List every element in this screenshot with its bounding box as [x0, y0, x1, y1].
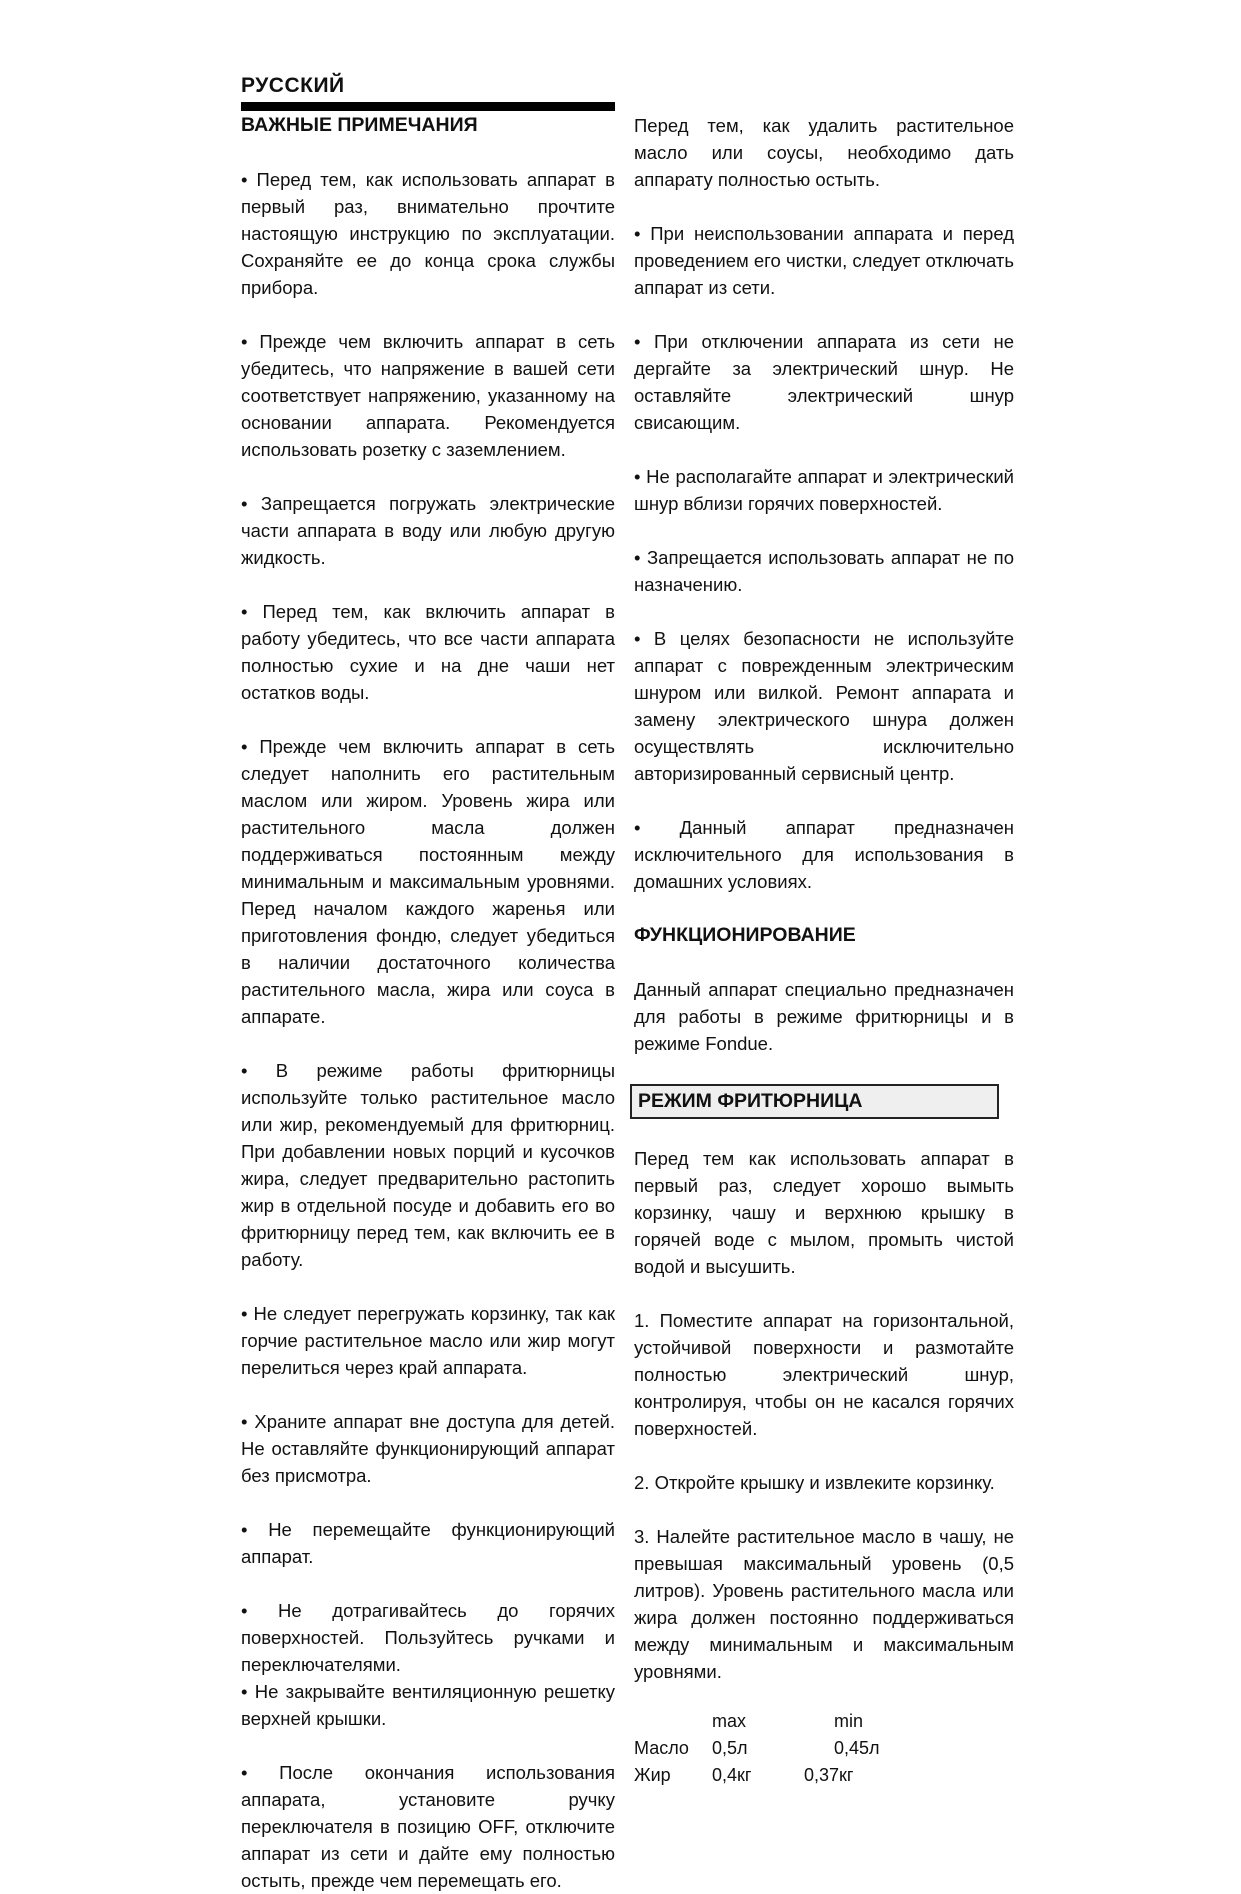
mode-paragraph: Перед тем как использовать аппарат в первый раз, следует хорошо вымыть корзинку, чашу и верхнюю крышку в горячей воде с мылом, промыть чистой водой и высушить. — [634, 1148, 1014, 1277]
row-label: Жир — [634, 1765, 671, 1785]
row-min: 0,37кг — [804, 1765, 854, 1785]
note-paragraph: • Данный аппарат предназначен исключительного для использования в домашних условиях. — [634, 817, 1014, 892]
note-paragraph: • В целях безопасности не используйте аппарат с поврежденным электрическим шнуром или вилкой. Ремонт аппарата и замену электрического шнура должен осуществлять исключительно авторизированный сервисный центр. — [634, 628, 1014, 784]
max-header: max — [712, 1711, 747, 1731]
left-column — [241, 112, 615, 1894]
note-paragraph: • Прежде чем включить аппарат в сеть убедитесь, что напряжение в вашей сети соответствует напряжению, указанному на основании аппарата. Рекомендуется использовать розетку с заземлением. — [241, 331, 615, 460]
row-max: 0,5л — [712, 1738, 748, 1758]
row-max: 0,4кг — [712, 1765, 752, 1785]
row-label: Масло — [634, 1738, 689, 1758]
note-paragraph: • Перед тем, как использовать аппарат в первый раз, внимательно прочтите настоящую инструкцию по эксплуатации. Сохраняйте ее до конца срока службы прибора. — [241, 169, 615, 298]
note-paragraph: • Запрещается погружать электрические части аппарата в воду или любую другую жидкость. — [241, 493, 615, 568]
note-paragraph: • При отключении аппарата из сети не дергайте за электрический шнур. Не оставляйте электрический шнур свисающим. — [634, 331, 1014, 433]
table-header-row — [634, 1708, 1014, 1735]
table-row — [634, 1762, 1014, 1789]
fryer-mode-heading: РЕЖИМ ФРИТЮРНИЦА — [630, 1084, 999, 1119]
language-rule — [241, 102, 615, 111]
note-paragraph: • Не располагайте аппарат и электрический шнур вблизи горячих поверхностей. — [634, 466, 1014, 514]
note-paragraph: • Прежде чем включить аппарат в сеть следует наполнить его растительным маслом или жиром. Уровень жира или растительного масла должен поддерживаться постоянным между минимальным и максимальным уровнями. Перед началом каждого жаренья или приготовления фондю, следует убедиться в наличии достаточного количества растительного масла, жира или соуса в аппарате. — [241, 736, 615, 1027]
mode-step: 2. Откройте крышку и извлеките корзинку. — [634, 1472, 995, 1493]
oil-level-table — [634, 1708, 1014, 1789]
note-paragraph: • После окончания использования аппарата, установите ручку переключателя в позицию OFF, отключите аппарат из сети и дайте ему полностью остыть, прежде чем перемещать его. — [241, 1762, 615, 1891]
important-notes-heading: ВАЖНЫЕ ПРИМЕЧАНИЯ — [241, 114, 478, 136]
note-paragraph: • Не дотрагивайтесь до горячих поверхностей. Пользуйтесь ручками и переключателями. — [241, 1600, 615, 1675]
note-paragraph: • При неиспользовании аппарата и перед проведением его чистки, следует отключать аппарат из сети. — [634, 223, 1014, 298]
function-text: Данный аппарат специально предназначен для работы в режиме фритюрницы и в режиме Fondue. — [634, 979, 1014, 1054]
note-paragraph: • Не следует перегружать корзинку, так как горчие растительное масло или жир могут перелиться через край аппарата. — [241, 1303, 615, 1378]
note-paragraph: • Не перемещайте функционирующий аппарат. — [241, 1519, 615, 1567]
row-min: 0,45л — [834, 1738, 880, 1758]
mode-step: 3. Налейте растительное масло в чашу, не превышая максимальный уровень (0,5 литров). Уровень растительного масла или жира должен постоянно поддерживаться между минимальным и максимальным уровнями. — [634, 1526, 1014, 1682]
function-heading: ФУНКЦИОНИРОВАНИЕ — [634, 924, 856, 946]
note-paragraph: Перед тем, как удалить растительное масло или соусы, необходимо дать аппарату полностью остыть. — [634, 115, 1014, 190]
note-paragraph: • Храните аппарат вне доступа для детей. Не оставляйте функционирующий аппарат без присмотра. — [241, 1411, 615, 1486]
right-column — [634, 112, 1014, 1789]
note-paragraph: • Перед тем, как включить аппарат в работу убедитесь, что все части аппарата полностью сухие и на дне чаши нет остатков воды. — [241, 601, 615, 703]
table-row — [634, 1735, 1014, 1762]
note-paragraph: • В режиме работы фритюрницы используйте только растительное масло или жир, рекомендуемый для фритюрниц. При добавлении новых порций и кусочков жира, следует предварительно растопить жир в отдельной посуде и добавить его во фритюрницу перед тем, как включить ее в работу. — [241, 1060, 615, 1270]
note-paragraph: • Запрещается использовать аппарат не по назначению. — [634, 547, 1014, 595]
note-paragraph: • Не закрывайте вентиляционную решетку верхней крышки. — [241, 1681, 615, 1729]
language-title: РУССКИЙ — [241, 74, 345, 97]
mode-step: 1. Поместите аппарат на горизонтальной, устойчивой поверхности и размотайте полностью электрический шнур, контролируя, чтобы он не касался горячих поверхностей. — [634, 1310, 1014, 1439]
min-header: min — [834, 1711, 864, 1731]
